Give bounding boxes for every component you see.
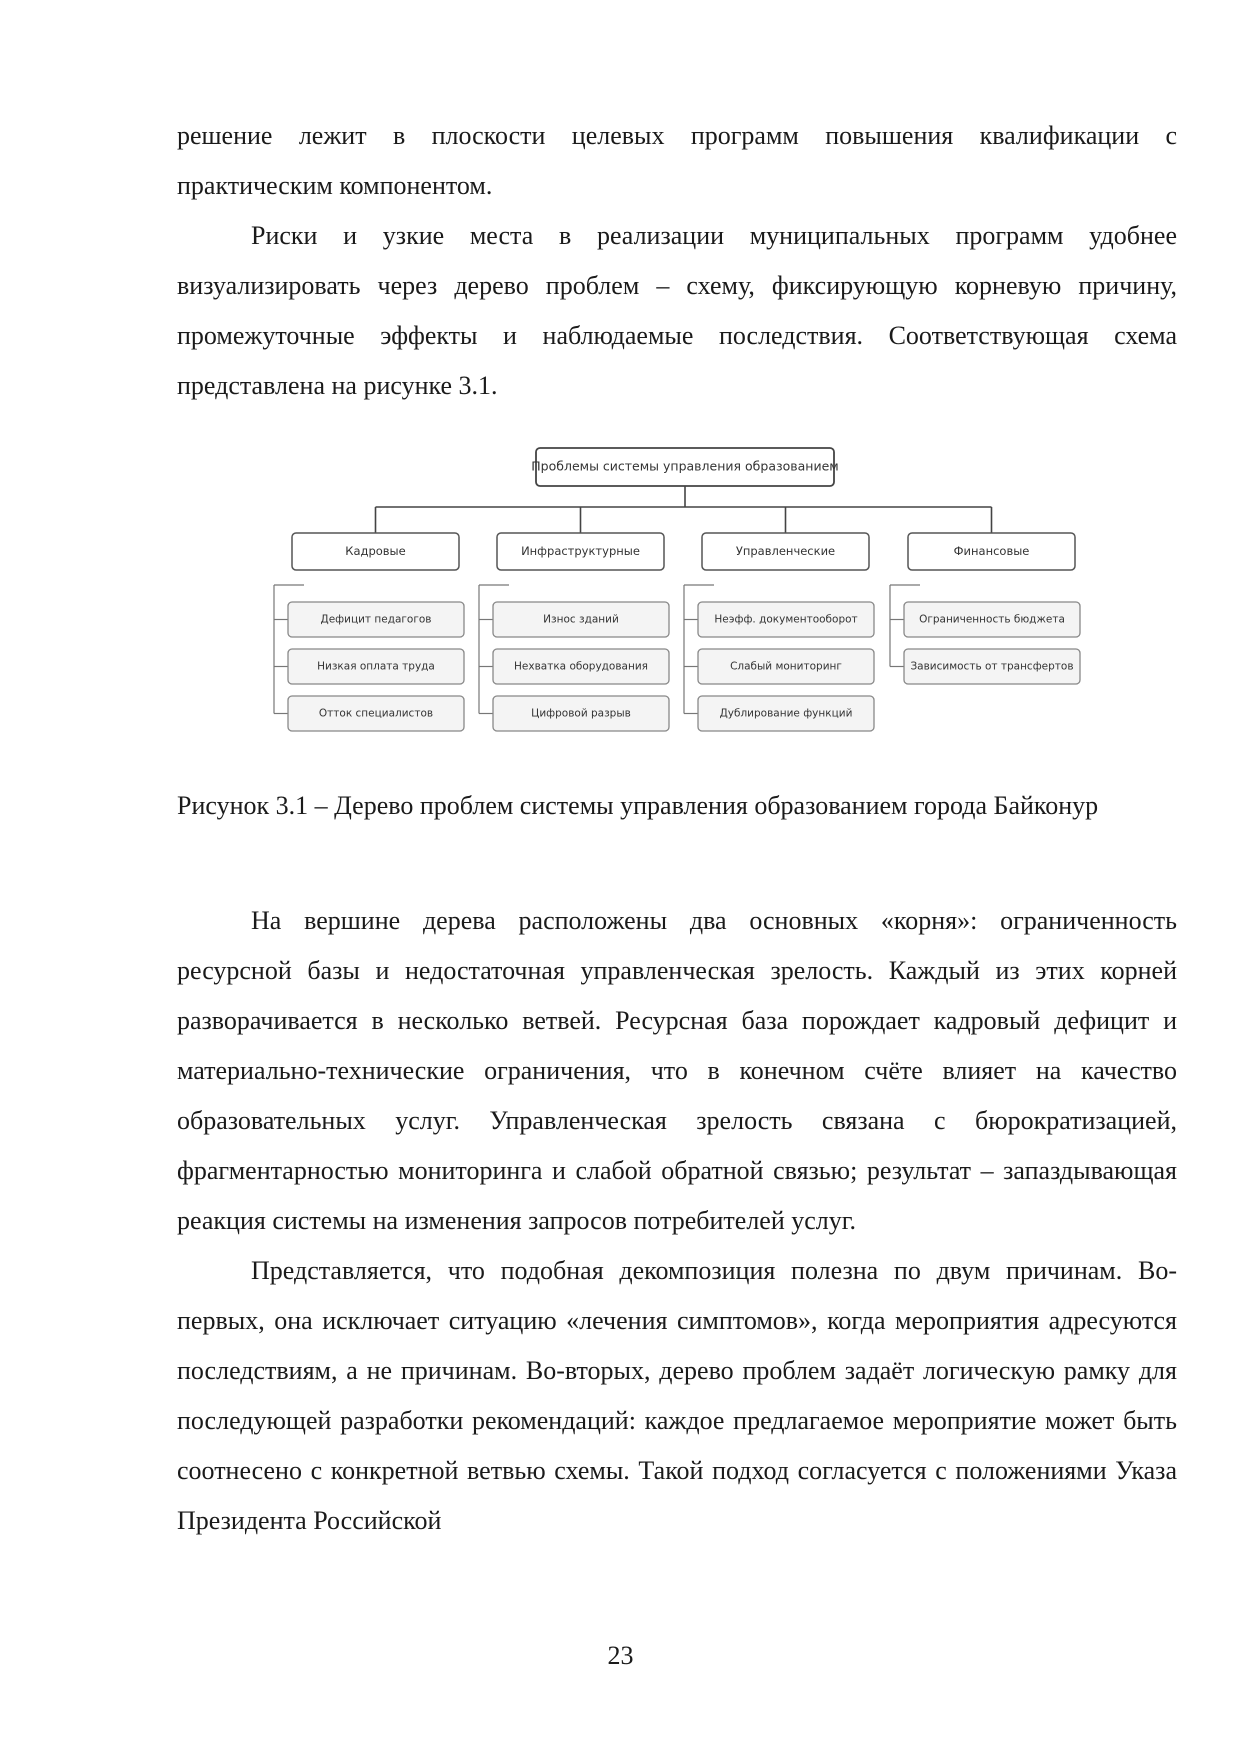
- paragraph: Представляется, что подобная декомпозиция полезна по двум причинам. Во-первых, она исключает ситуацию «лечения симптомов», когда мероприятия адресуются последствиям, а не причинам. Во-вторых, дерево проблем задаёт логическую рамку для последующей разработки рекомендаций: каждое предлагаемое мероприятие может быть соотнесено с конкретной ветвью схемы. Такой подход согласуется с положениями Указа Президента Российской: [177, 1256, 1177, 1535]
- item-label: Низкая оплата труда: [317, 660, 435, 673]
- text-block-top: [177, 111, 1177, 411]
- item-label: Слабый мониторинг: [730, 660, 842, 673]
- category-label: Кадровые: [345, 544, 406, 558]
- text-block-bottom: [177, 896, 1177, 1546]
- item-label: Отток специалистов: [318, 707, 434, 720]
- item-label: Цифровой разрыв: [531, 707, 631, 720]
- item-label: Зависимость от трансфертов: [910, 660, 1074, 673]
- item-label: Неэфф. документооборот: [714, 613, 858, 626]
- problem-tree-diagram: [268, 442, 1108, 742]
- category-label: Финансовые: [953, 544, 1030, 558]
- category-label: Управленческие: [735, 544, 836, 558]
- problem-tree-svg: [268, 442, 1108, 742]
- page-number: 23: [607, 1641, 634, 1670]
- item-label: Дублирование функций: [719, 707, 853, 720]
- item-label: Нехватка оборудования: [514, 660, 648, 673]
- paragraph: Риски и узкие места в реализации муниципальных программ удобнее визуализировать через дерево проблем – схему, фиксирующую корневую причину, промежуточные эффекты и наблюдаемые последствия. Соответствующая схема представлена на рисунке 3.1.: [177, 221, 1177, 400]
- root-label: Проблемы системы управления образованием: [531, 458, 839, 474]
- paragraph: решение лежит в плоскости целевых программ повышения квалификации с практическим компонентом.: [177, 121, 1177, 200]
- category-label: Инфраструктурные: [521, 544, 640, 558]
- paragraph: На вершине дерева расположены два основных «корня»: ограниченность ресурсной базы и недостаточная управленческая зрелость. Каждый из этих корней разворачивается в несколько ветвей. Ресурсная база порождает кадровый дефицит и материально-технические ограничения, что в конечном счёте влияет на качество образовательных услуг. Управленческая зрелость связана с бюрократизацией, фрагментарностью мониторинга и слабой обратной связью; результат – запаздывающая реакция системы на изменения запросов потребителей услуг.: [177, 906, 1177, 1235]
- figure-caption: Рисунок 3.1 – Дерево проблем системы управления образованием города Байконур: [177, 791, 1099, 820]
- item-label: Ограниченность бюджета: [919, 613, 1065, 626]
- item-label: Износ зданий: [543, 613, 619, 626]
- item-label: Дефицит педагогов: [320, 613, 432, 626]
